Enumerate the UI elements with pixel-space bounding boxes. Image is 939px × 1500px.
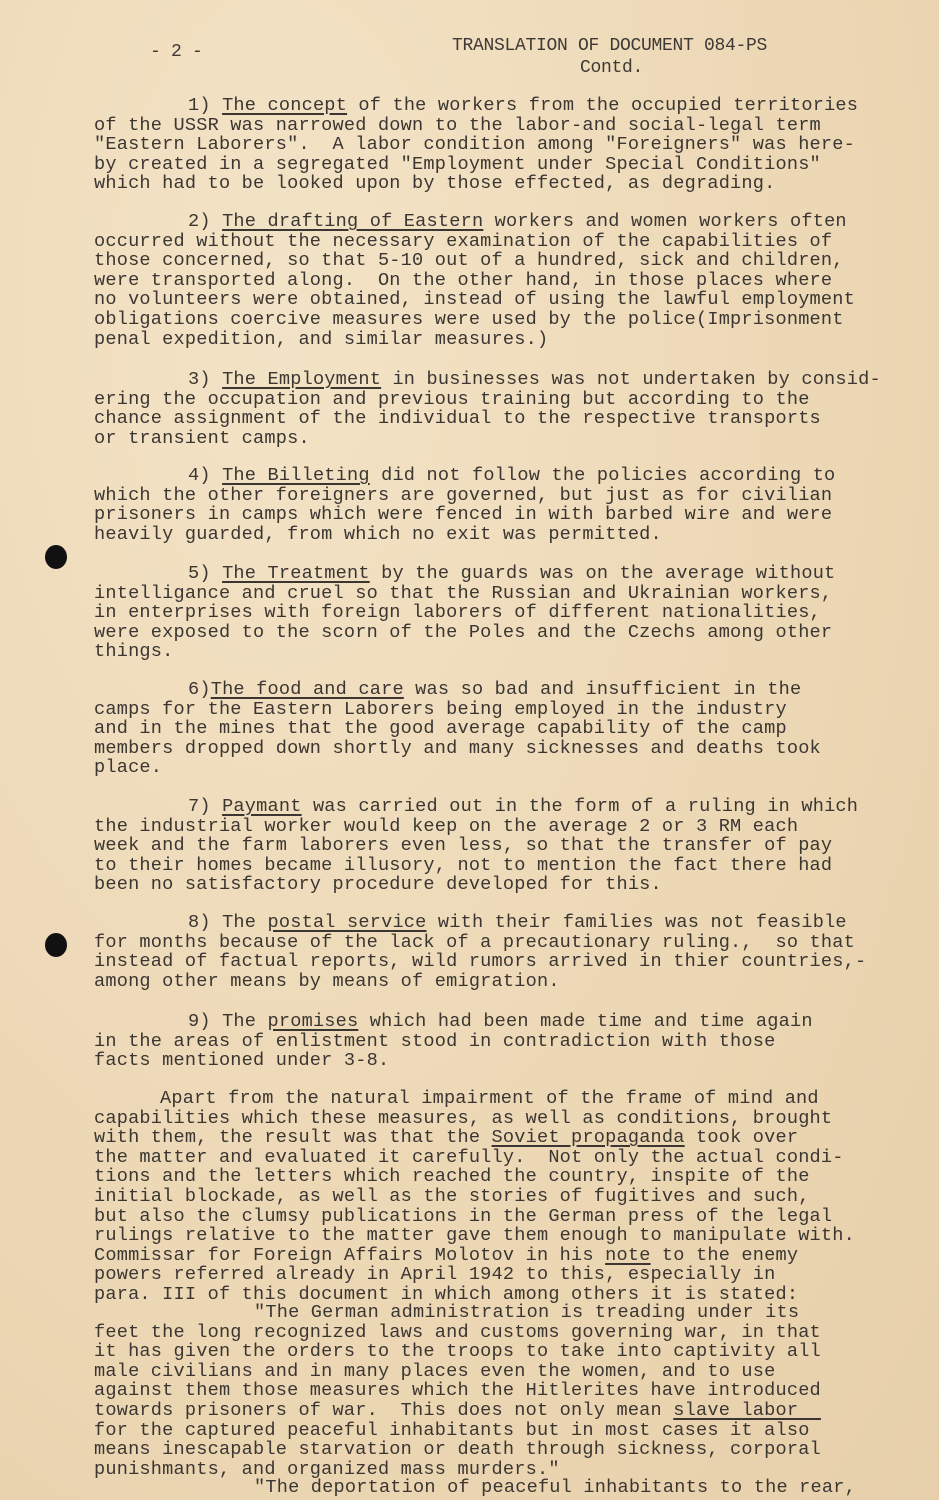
text-segment: which the other foreigners are governed, but just as for civilian — [94, 484, 833, 506]
text-line — [94, 1323, 894, 1343]
text-segment: among other means by means of emigration. — [94, 970, 560, 992]
text-line — [94, 700, 894, 720]
text-segment: or transient camps. — [94, 427, 310, 449]
text-line — [94, 584, 894, 604]
underlined-phrase: postal service — [267, 912, 427, 933]
text-segment: instead of factual reports, wild rumors arrived in thier countries,- — [94, 951, 867, 973]
text-line — [94, 1381, 894, 1401]
quotation-paragraph — [94, 1303, 894, 1479]
text-line — [94, 1342, 894, 1362]
text-line — [94, 409, 894, 429]
text-line — [94, 486, 894, 506]
punch-hole — [45, 545, 67, 569]
text-segment: week and the farm laborers even less, so that the transfer of pay — [94, 835, 833, 857]
text-line — [94, 758, 894, 778]
text-line — [94, 1012, 894, 1032]
text-segment: in the areas of enlistment stood in contradiction with those — [94, 1030, 776, 1052]
text-line — [94, 290, 894, 310]
text-segment: for months because of the lack of a precautionary ruling., so that — [94, 931, 855, 953]
underlined-phrase: Paymant — [222, 796, 302, 817]
numbered-paragraph — [94, 913, 894, 991]
text-segment: powers referred already in April 1942 to this, especially in — [94, 1264, 776, 1286]
text-segment: which had to be looked upon by those effected, as degrading. — [94, 173, 776, 195]
text-line — [94, 96, 894, 116]
text-segment: capabilities which these measures, as well as conditions, brought — [94, 1107, 833, 1129]
text-line — [94, 1032, 894, 1052]
text-segment: things. — [94, 641, 174, 663]
text-segment: for the captured peaceful inhabitants but in most cases it also — [94, 1419, 810, 1441]
text-segment: by created in a segregated "Employment under Special Conditions" — [94, 153, 821, 175]
text-segment: rulings relative to the matter gave them enough to manipulate with. — [94, 1225, 855, 1247]
document-title: TRANSLATION OF DOCUMENT 084-PS — [452, 36, 768, 56]
text-line — [94, 1187, 894, 1207]
underlined-phrase: note — [605, 1244, 651, 1266]
text-segment: Commissar for Foreign Affairs Molotov in his — [94, 1244, 606, 1266]
text-segment: by the guards was on the average without — [369, 563, 836, 584]
text-segment: and in the mines that the good average capability of the camp — [94, 718, 787, 740]
text-segment: heavily guarded, from which no exit was permitted. — [94, 523, 662, 545]
numbered-paragraph — [94, 564, 894, 662]
text-line — [94, 642, 894, 662]
text-line — [94, 1089, 894, 1109]
text-segment: of the USSR was narrowed down to the labor-and social-legal term — [94, 114, 821, 136]
text-segment: para. III of this document in which among others it is stated: — [94, 1283, 799, 1305]
text-line — [94, 719, 894, 739]
text-line — [94, 856, 894, 876]
text-segment: means inescapable starvation or death through sickness, corporal — [94, 1439, 821, 1461]
text-segment: which had been made time and time again — [358, 1011, 813, 1032]
text-line — [94, 739, 894, 759]
text-line — [94, 1401, 894, 1421]
underlined-phrase: The Employment — [222, 369, 382, 390]
text-segment: Apart from the natural impairment of the frame of mind and — [160, 1088, 819, 1109]
text-line — [94, 212, 894, 232]
text-segment: facts mentioned under 3-8. — [94, 1050, 390, 1072]
text-line — [94, 429, 894, 449]
text-line — [94, 525, 894, 545]
text-segment: "The German administration is treading under its — [254, 1302, 800, 1323]
text-segment: against them those measures which the Hitlerites have introduced — [94, 1380, 821, 1402]
text-segment: 5) — [188, 563, 223, 584]
text-segment: intelligance and cruel so that the Russian and Ukrainian workers, — [94, 582, 833, 604]
text-line — [94, 1421, 894, 1441]
text-line — [94, 972, 894, 992]
text-line — [94, 1265, 894, 1285]
text-line — [94, 370, 894, 390]
text-segment: of the workers from the occupied territories — [347, 95, 859, 116]
text-line — [94, 952, 894, 972]
numbered-paragraph — [94, 96, 894, 194]
text-segment: workers and women workers often — [483, 211, 847, 232]
text-line — [94, 836, 894, 856]
text-segment: to their homes became illusory, not to mention the fact there had — [94, 854, 833, 876]
text-line — [94, 390, 894, 410]
text-segment: were exposed to the scorn of the Poles and the Czechs among other — [94, 621, 833, 643]
text-segment: with their families was not feasible — [426, 912, 847, 933]
text-line — [94, 1207, 894, 1227]
text-segment: ering the occupation and previous training but according to the — [94, 388, 810, 410]
underlined-phrase: The Treatment — [222, 563, 370, 584]
text-line — [94, 1051, 894, 1071]
text-segment: in enterprises with foreign laborers of different nationalities, — [94, 602, 821, 624]
underlined-phrase: The food and care — [210, 679, 404, 700]
text-segment: it has given the orders to the troops to take into captivity all — [94, 1341, 821, 1363]
text-line — [94, 875, 894, 895]
text-segment: feet the long recognized laws and customs governing war, in that — [94, 1321, 821, 1343]
text-line — [94, 1303, 894, 1323]
text-line — [94, 564, 894, 584]
underlined-phrase: The drafting of Eastern — [222, 211, 484, 232]
text-segment: chance assignment of the individual to the respective transports — [94, 408, 821, 430]
text-line — [94, 1440, 894, 1460]
text-segment: 2) — [188, 211, 223, 232]
text-segment: 6) — [188, 679, 211, 700]
text-segment: prisoners in camps which were fenced in with barbed wire and were — [94, 504, 833, 526]
text-line — [94, 1246, 894, 1266]
numbered-paragraph — [94, 1012, 894, 1071]
text-line — [94, 330, 894, 350]
numbered-paragraph — [94, 212, 894, 349]
text-line — [94, 251, 894, 271]
underlined-phrase: slave labor — [673, 1399, 821, 1421]
text-line — [94, 603, 894, 623]
numbered-paragraph — [94, 797, 894, 895]
text-segment: no volunteers were obtained, instead of using the lawful employment — [94, 289, 855, 311]
text-segment: 9) The — [188, 1011, 268, 1032]
text-line — [94, 1362, 894, 1382]
underlined-phrase: The Billeting — [222, 465, 370, 486]
document-contd: Contd. — [580, 58, 644, 78]
text-segment: 7) — [188, 796, 223, 817]
text-segment: initial blockade, as well as the stories of fugitives and such, — [94, 1185, 810, 1207]
text-line — [94, 797, 894, 817]
numbered-paragraph — [94, 370, 894, 448]
text-segment: the industrial worker would keep on the average 2 or 3 RM each — [94, 815, 799, 837]
numbered-paragraph — [94, 466, 894, 544]
text-line — [94, 680, 894, 700]
text-segment: was carried out in the form of a ruling in which — [301, 796, 859, 817]
text-line — [94, 623, 894, 643]
punch-hole — [45, 933, 67, 957]
text-segment: took over — [684, 1127, 799, 1149]
text-segment: place. — [94, 757, 163, 779]
text-segment: those concerned, so that 5-10 out of a hundred, sick and children, — [94, 250, 844, 272]
text-line — [94, 466, 894, 486]
text-line — [94, 174, 894, 194]
text-line — [94, 1478, 894, 1498]
text-segment: the matter and evaluated it carefully. Not only the actual condi- — [94, 1146, 844, 1168]
text-line — [94, 933, 894, 953]
underlined-phrase: Soviet propaganda — [491, 1127, 685, 1149]
text-segment: with them, the result was that the — [94, 1127, 492, 1149]
text-segment: but also the clumsy publications in the German press of the legal — [94, 1205, 833, 1227]
text-line — [94, 271, 894, 291]
text-line — [94, 155, 894, 175]
text-segment: obligations coercive measures were used by the police(Imprisonment — [94, 308, 844, 330]
underlined-phrase: promises — [267, 1011, 359, 1032]
text-segment: camps for the Eastern Laborers being employed in the industry — [94, 698, 787, 720]
text-segment: "The deportation of peaceful inhabitants to the rear, — [254, 1477, 856, 1498]
text-segment: occurred without the necessary examination of the capabilities of — [94, 230, 833, 252]
text-line — [94, 913, 894, 933]
text-segment: did not follow the policies according to — [369, 465, 836, 486]
text-segment: "Eastern Laborers". A labor condition among "Foreigners" was here- — [94, 134, 855, 156]
text-segment: was so bad and insufficient in the — [403, 679, 802, 700]
text-line — [94, 1128, 894, 1148]
text-line — [94, 310, 894, 330]
text-line — [94, 505, 894, 525]
text-segment: 8) The — [188, 912, 268, 933]
numbered-paragraph — [94, 680, 894, 778]
text-line — [94, 1148, 894, 1168]
text-line — [94, 232, 894, 252]
text-segment: male civilians and in many places even the women, and to use — [94, 1360, 776, 1382]
text-segment: 4) — [188, 465, 223, 486]
underlined-phrase: The concept — [222, 95, 348, 116]
text-segment: punishmants, and organized mass murders." — [94, 1458, 560, 1480]
text-segment: 1) — [188, 95, 223, 116]
text-segment: were transported along. On the other hand, in those places where — [94, 269, 833, 291]
text-line — [94, 1226, 894, 1246]
text-segment: been no satisfactory procedure developed for this. — [94, 874, 662, 896]
text-segment: penal expedition, and similar measures.) — [94, 328, 549, 350]
text-line — [94, 1167, 894, 1187]
text-segment: towards prisoners of war. This does not only mean — [94, 1399, 674, 1421]
quotation-paragraph — [94, 1478, 894, 1498]
body-paragraph — [94, 1089, 894, 1305]
text-line — [94, 116, 894, 136]
text-segment: members dropped down shortly and many sicknesses and deaths took — [94, 737, 821, 759]
text-line — [94, 135, 894, 155]
text-segment: in businesses was not undertaken by consid- — [381, 369, 881, 390]
page-number: - 2 - — [150, 42, 203, 62]
text-segment: tions and the letters which reached the country, inspite of the — [94, 1166, 810, 1188]
text-line — [94, 1109, 894, 1129]
text-segment: 3) — [188, 369, 223, 390]
text-line — [94, 817, 894, 837]
text-segment: to the enemy — [650, 1244, 799, 1266]
